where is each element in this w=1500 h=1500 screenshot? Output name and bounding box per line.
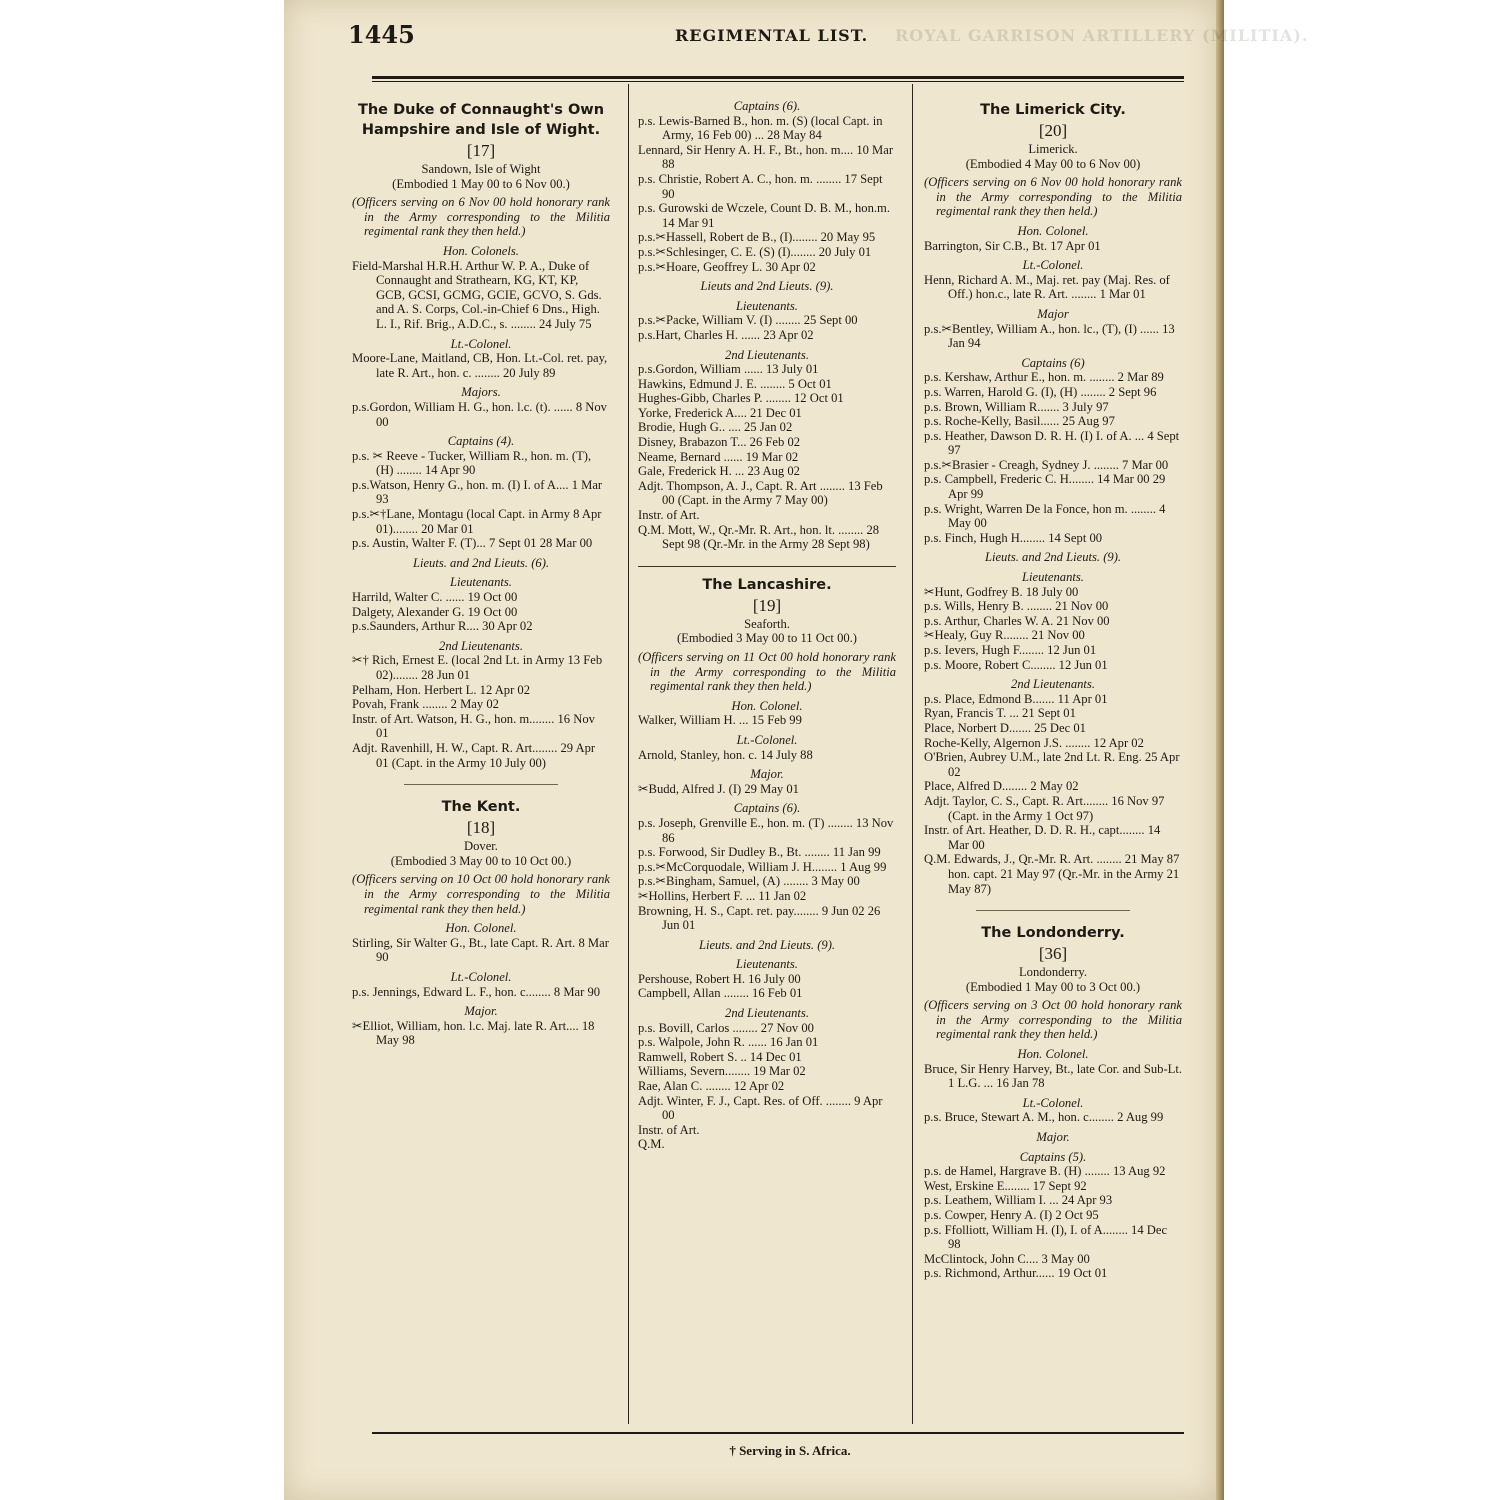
- officer-entry: Campbell, Allan ........ 16 Feb 01: [638, 986, 803, 1001]
- page-number: 1445: [348, 20, 415, 49]
- officer-entry: ✂Hollins, Herbert F. ... 11 Jan 02: [638, 888, 807, 903]
- footnote: † Serving in S. Africa.: [729, 1443, 851, 1458]
- officer-entry: p.s.Saunders, Arthur R.... 30 Apr 02: [352, 619, 533, 634]
- column-2: [638, 94, 896, 1152]
- officer-entry: p.s. Lewis-Barned B., hon. m. (S) (local Capt. in Army, 16 Feb 00) ... 28 May 84: [638, 113, 883, 143]
- section-heading: Lieuts. and 2nd Lieuts. (6).: [412, 555, 550, 570]
- officer-entry: p.s. Cowper, Henry A. (I) 2 Oct 95: [924, 1208, 1099, 1222]
- officer-entry: p.s.✂Packe, William V. (I) ........ 25 Sept 00: [638, 313, 858, 328]
- section-heading: Captains (4).: [447, 434, 515, 449]
- regiment-title: The Kent.: [441, 799, 521, 816]
- section-heading: Hon. Colonel.: [1017, 223, 1089, 238]
- section-heading: 2nd Lieutenants.: [725, 347, 809, 362]
- officer-entry: Adjt. Taylor, C. S., Capt. R. Art........ 16 Nov 97 (Capt. in the Army 1 Oct 97): [924, 793, 1165, 823]
- officer-entry: p.s.✂Hassell, Robert de B., (I)........ 20 May 95: [638, 230, 876, 245]
- station-line: (Embodied 4 May 00 to 6 Nov 00): [965, 156, 1141, 171]
- officer-entry: Instr. of Art.: [638, 1122, 700, 1137]
- officer-entry: p.s. Ievers, Hugh F........ 12 Jun 01: [924, 643, 1097, 657]
- officer-entry: Place, Norbert D....... 25 Dec 01: [924, 720, 1086, 735]
- officer-entry: Barrington, Sir C.B., Bt. 17 Apr 01: [924, 238, 1101, 253]
- section-heading: Lieuts and 2nd Lieuts. (9).: [700, 279, 834, 294]
- officer-entry: Moore-Lane, Maitland, CB, Hon. Lt.-Col. ret. pay, late R. Art., hon. c. ........ 20 July 89: [352, 351, 608, 380]
- section-heading: 2nd Lieutenants.: [1011, 677, 1095, 692]
- officer-entry: p.s.✂Bingham, Samuel, (A) ........ 3 May 00: [638, 874, 860, 889]
- officer-entry: Henn, Richard A. M., Maj. ret. pay (Maj. Res. of Off.) hon.c., late R. Art. ........ 1 Mar 01: [924, 272, 1170, 302]
- officer-entry: p.s. Brown, William R....... 3 July 97: [924, 399, 1109, 414]
- officer-entry: Instr. of Art. Heather, D. D. R. H., capt........ 14 Mar 00: [924, 823, 1161, 852]
- officer-entry: Bruce, Sir Henry Harvey, Bt., late Cor. and Sub-Lt. 1 L.G. ... 16 Jan 78: [924, 1061, 1182, 1091]
- officer-entry: p.s. Kershaw, Arthur E., hon. m. ........ 2 Mar 89: [924, 370, 1164, 385]
- officer-entry: p.s. Joseph, Grenville E., hon. m. (T) ........ 13 Nov 86: [638, 815, 894, 845]
- section-heading: 2nd Lieutenants.: [439, 638, 523, 653]
- section-heading: Major.: [1036, 1130, 1070, 1145]
- officer-entry: Pershouse, Robert H. 16 July 00: [638, 971, 801, 986]
- regiment-separator: [976, 910, 1131, 911]
- section-heading: Majors.: [461, 385, 501, 400]
- regiment-number: [20]: [1038, 121, 1068, 140]
- officer-entry: p.s. Campbell, Frederic C. H........ 14 Mar 00 29 Apr 99: [924, 472, 1166, 502]
- officer-entry: p.s. Finch, Hugh H........ 14 Sept 00: [924, 530, 1103, 545]
- officer-entry: p.s. Austin, Walter F. (T)... 7 Sept 01 28 Mar 00: [352, 536, 593, 551]
- officer-entry: p.s. Roche-Kelly, Basil...... 25 Aug 97: [924, 414, 1115, 429]
- officer-entry: p.s.✂Schlesinger, C. E. (S) (I)........ 20 July 01: [638, 244, 872, 259]
- officer-entry: Arnold, Stanley, hon. c. 14 July 88: [638, 747, 813, 762]
- section-heading: Captains (6): [1021, 355, 1085, 370]
- officer-entry: O'Brien, Aubrey U.M., late 2nd Lt. R. Eng. 25 Apr 02: [924, 750, 1180, 779]
- section-heading: Lt.-Colonel.: [1022, 258, 1084, 273]
- officer-entry: p.s. Arthur, Charles W. A. 21 Nov 00: [924, 613, 1110, 628]
- section-heading: Major.: [464, 1004, 498, 1019]
- officer-entry: p.s. Bovill, Carlos ........ 27 Nov 00: [638, 1020, 814, 1035]
- officers-note: (Officers serving on 6 Nov 00 hold honorary rank in the Army corresponding to the Militia regimental rank they then held.): [352, 195, 610, 239]
- section-heading: Lt.-Colonel.: [450, 336, 512, 351]
- officer-entry: Adjt. Winter, F. J., Capt. Res. of Off. ........ 9 Apr 00: [638, 1093, 883, 1123]
- officers-note: (Officers serving on 10 Oct 00 hold honorary rank in the Army corresponding to the Militia regimental rank they then held.): [352, 872, 610, 916]
- officer-entry: Hughes-Gibb, Charles P. ........ 12 Oct 01: [638, 391, 844, 406]
- section-heading: Lieuts. and 2nd Lieuts. (9).: [698, 937, 836, 952]
- section-heading: Hon. Colonels.: [443, 243, 519, 258]
- officer-entry: Q.M. Edwards, J., Qr.-Mr. R. Art. ........ 21 May 87 hon. capt. 21 May 97 (Qr.-Mr. in the Army 21 May 87): [924, 852, 1180, 896]
- officer-entry: ✂Budd, Alfred J. (I) 29 May 01: [638, 781, 799, 796]
- section-heading: Captains (6).: [733, 99, 801, 113]
- officer-entry: p.s. Place, Edmond B....... 11 Apr 01: [924, 691, 1108, 706]
- column-divider-2: [912, 84, 913, 1424]
- column-1: [352, 94, 610, 1048]
- station-line: Londonderry.: [1018, 965, 1088, 980]
- officer-entry: Gale, Frederick H. ... 23 Aug 02: [638, 464, 800, 479]
- officer-entry: p.s. Jennings, Edward L. F., hon. c........ 8 Mar 90: [352, 984, 601, 999]
- officer-entry: p.s.Watson, Henry G., hon. m. (I) I. of A.... 1 Mar 93: [352, 477, 603, 507]
- section-heading: Lieutenants.: [450, 575, 512, 590]
- officer-entry: p.s.Hart, Charles H. ...... 23 Apr 02: [638, 327, 814, 342]
- officer-entry: Pelham, Hon. Herbert L. 12 Apr 02: [352, 682, 531, 697]
- officer-entry: Field-Marshal H.R.H. Arthur W. P. A., Duke of Connaught and Strathearn, KG, KT, KP, GCB, GCSI, GCMG, GCIE, GCVO, S. Gds. and A. S. Corps, Col.-in-Chief 6 Dns., High. L. I., Rif. Brig., A.D.C., s. ........ 24 July 75: [352, 258, 602, 331]
- officers-note: (Officers serving on 11 Oct 00 hold honorary rank in the Army corresponding to the Militia regimental rank they then held.): [638, 650, 896, 694]
- bottom-rule: [372, 1432, 1184, 1434]
- station-line: Dover.: [464, 839, 498, 854]
- officer-entry: p.s. Ffolliott, William H. (I), I. of A........ 14 Dec 98: [924, 1222, 1168, 1252]
- officer-entry: p.s.✂Hoare, Geoffrey L. 30 Apr 02: [638, 259, 816, 274]
- officer-entry: Williams, Severn........ 19 Mar 02: [638, 1064, 806, 1079]
- officer-entry: Neame, Bernard ...... 19 Mar 02: [638, 449, 799, 464]
- officer-entry: p.s.✂†Lane, Montagu (local Capt. in Army 8 Apr 01)........ 20 Mar 01: [352, 507, 602, 536]
- officer-entry: Harrild, Walter C. ...... 19 Oct 00: [352, 590, 518, 605]
- officer-entry: Ryan, Francis T. ... 21 Sept 01: [924, 706, 1076, 721]
- officer-entry: p.s. Forwood, Sir Dudley B., Bt. ........ 11 Jan 99: [638, 845, 881, 860]
- officers-note: (Officers serving on 3 Oct 00 hold honorary rank in the Army corresponding to the Militia regimental rank they then held.): [924, 998, 1182, 1042]
- officer-entry: Lennard, Sir Henry A. H. F., Bt., hon. m.... 10 Mar 88: [638, 142, 894, 172]
- officer-entry: Q.M. Mott, W., Qr.-Mr. R. Art., hon. lt. ........ 28 Sept 98 (Qr.-Mr. in the Army 28 Sept 98): [638, 522, 880, 552]
- officer-entry: Roche-Kelly, Algernon J.S. ........ 12 Apr 02: [924, 735, 1144, 750]
- section-heading: Captains (6).: [733, 801, 801, 816]
- officer-entry: p.s. Moore, Robert C........ 12 Jun 01: [924, 657, 1108, 672]
- officer-entry: p.s. ✂ Reeve - Tucker, William R., hon. m. (T), (H) ........ 14 Apr 90: [352, 448, 592, 478]
- officer-entry: Q.M.: [638, 1137, 665, 1152]
- regiment-title: The Limerick City.: [980, 102, 1126, 118]
- officer-entry: p.s.Gordon, William H. G., hon. l.c. (t). ...... 8 Nov 00: [352, 399, 607, 429]
- officer-entry: Yorke, Frederick A.... 21 Dec 01: [638, 405, 802, 420]
- officer-entry: ✂† Rich, Ernest E. (local 2nd Lt. in Army 13 Feb 02)........ 28 Jun 01: [352, 653, 603, 682]
- officer-entry: p.s. de Hamel, Hargrave B. (H) ........ 13 Aug 92: [924, 1164, 1166, 1179]
- section-heading: Lt.-Colonel.: [1022, 1095, 1084, 1110]
- section-heading: Captains (5).: [1019, 1149, 1087, 1164]
- station-line: (Embodied 3 May 00 to 10 Oct 00.): [390, 853, 572, 868]
- officer-entry: p.s. Bruce, Stewart A. M., hon. c........ 2 Aug 99: [924, 1110, 1164, 1125]
- officer-entry: Rae, Alan C. ........ 12 Apr 02: [638, 1079, 785, 1094]
- section-heading: Lieutenants.: [1022, 570, 1084, 585]
- officer-entry: p.s. Richmond, Arthur...... 19 Oct 01: [924, 1266, 1108, 1281]
- officer-entry: Povah, Frank ........ 2 May 02: [352, 697, 499, 712]
- regiment-number: [17]: [466, 141, 496, 160]
- section-heading: Lieutenants.: [736, 957, 798, 972]
- officer-entry: p.s. Leathem, William I. ... 24 Apr 93: [924, 1193, 1113, 1208]
- officer-entry: p.s. Warren, Harold G. (I), (H) ........ 2 Sept 96: [924, 384, 1157, 399]
- officer-entry: ✂Hunt, Godfrey B. 18 July 00: [924, 584, 1079, 599]
- officer-entry: Disney, Brabazon T... 26 Feb 02: [638, 435, 801, 450]
- officer-entry: Ramwell, Robert S. .. 14 Dec 01: [638, 1049, 802, 1064]
- running-head: REGIMENTAL LIST.: [675, 26, 869, 45]
- section-heading: Lieuts. and 2nd Lieuts. (9).: [984, 550, 1122, 565]
- regiment-title: The Lancashire.: [702, 576, 832, 593]
- officer-entry: p.s.✂Bentley, William A., hon. lc., (T), (I) ...... 13 Jan 94: [924, 321, 1175, 351]
- section-heading: Hon. Colonel.: [731, 698, 803, 713]
- regiment-number: [18]: [466, 818, 496, 838]
- station-line: (Embodied 3 May 00 to 11 Oct 00.): [676, 631, 857, 646]
- officer-entry: Hawkins, Edmund J. E. ........ 5 Oct 01: [638, 376, 832, 391]
- officer-entry: ✂Healy, Guy R........ 21 Nov 00: [924, 628, 1085, 643]
- officer-entry: Stirling, Sir Walter G., Bt., late Capt. R. Art. 8 Mar 90: [352, 935, 609, 965]
- officer-entry: Browning, H. S., Capt. ret. pay........ 9 Jun 02 26 Jun 01: [638, 903, 881, 933]
- section-heading: Lt.-Colonel.: [736, 732, 798, 747]
- officer-entry: p.s.Gordon, William ...... 13 July 01: [638, 362, 819, 377]
- column-3: [924, 94, 1182, 1281]
- section-heading: Lieutenants.: [736, 298, 798, 313]
- section-heading: Hon. Colonel.: [445, 921, 517, 936]
- officer-entry: Brodie, Hugh G.. .... 25 Jan 02: [638, 420, 793, 435]
- column-divider-1: [628, 84, 629, 1424]
- officer-entry: ✂Elliot, William, hon. l.c. Maj. late R. Art.... 18 May 98: [352, 1018, 595, 1048]
- section-heading: Lt.-Colonel.: [450, 969, 512, 984]
- regiment-number: [19]: [752, 595, 782, 615]
- section-heading: Major: [1037, 306, 1069, 321]
- regiment-number: [36]: [1038, 944, 1068, 964]
- section-heading: Hon. Colonel.: [1017, 1047, 1089, 1062]
- page-edge: [1216, 0, 1224, 1500]
- officer-entry: Walker, William H. ... 15 Feb 99: [638, 713, 802, 728]
- top-rule: [372, 76, 1184, 82]
- station-line: Seaforth.: [744, 616, 790, 631]
- officer-entry: p.s. Christie, Robert A. C., hon. m. ........ 17 Sept 90: [638, 171, 883, 201]
- bleed-through-text: ROYAL GARRISON ARTILLERY (MILITIA).: [895, 26, 1309, 45]
- officer-entry: p.s. Walpole, John R. ...... 16 Jan 01: [638, 1035, 819, 1050]
- officers-note: (Officers serving on 6 Nov 00 hold honorary rank in the Army corresponding to the Militia regimental rank they then held.): [924, 175, 1182, 219]
- officer-entry: McClintock, John C.... 3 May 00: [924, 1251, 1090, 1266]
- station-line: (Embodied 1 May 00 to 6 Nov 00.): [392, 176, 570, 191]
- regiment-title: The Londonderry.: [981, 925, 1125, 942]
- officer-entry: Dalgety, Alexander G. 19 Oct 00: [352, 604, 518, 619]
- station-line: (Embodied 1 May 00 to 3 Oct 00.): [965, 979, 1141, 994]
- section-heading: 2nd Lieutenants.: [725, 1006, 809, 1021]
- station-line: Limerick.: [1028, 142, 1078, 156]
- officer-entry: Adjt. Ravenhill, H. W., Capt. R. Art........ 29 Apr 01 (Capt. in the Army 10 July 00): [352, 740, 596, 770]
- officer-entry: p.s. Wright, Warren De la Fonce, hon m. ........ 4 May 00: [924, 501, 1166, 531]
- officer-entry: p.s.✂Brasier - Creagh, Sydney J. ........ 7 Mar 00: [924, 457, 1169, 472]
- regiment-separator: [638, 566, 896, 567]
- officer-entry: p.s. Heather, Dawson D. R. H. (I) I. of A. ... 4 Sept 97: [924, 428, 1180, 458]
- section-heading: Major.: [750, 767, 784, 782]
- regiment-title: The Duke of Connaught's Own Hampshire and Isle of Wight.: [357, 102, 605, 138]
- officer-entry: p.s. Gurowski de Wczele, Count D. B. M., hon.m. 14 Mar 91: [638, 201, 890, 230]
- officer-entry: p.s. Wills, Henry B. ........ 21 Nov 00: [924, 599, 1109, 614]
- officer-entry: Place, Alfred D........ 2 May 02: [924, 779, 1079, 794]
- station-line: Sandown, Isle of Wight: [421, 162, 541, 176]
- officer-entry: West, Erskine E........ 17 Sept 92: [924, 1178, 1087, 1193]
- officer-entry: Instr. of Art.: [638, 508, 700, 523]
- officer-entry: Adjt. Thompson, A. J., Capt. R. Art ........ 13 Feb 00 (Capt. in the Army 7 May 00): [638, 478, 883, 508]
- regiment-separator: [404, 784, 559, 785]
- officer-entry: Instr. of Art. Watson, H. G., hon. m........ 16 Nov 01: [352, 711, 595, 741]
- officer-entry: p.s.✂McCorquodale, William J. H........ 1 Aug 99: [638, 859, 887, 874]
